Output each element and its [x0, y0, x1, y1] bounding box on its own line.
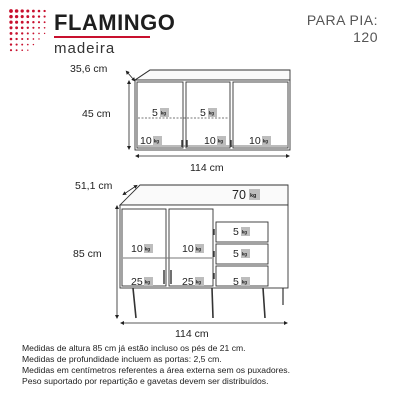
svg-text:kg: kg [262, 138, 269, 144]
svg-text:10: 10 [140, 135, 152, 147]
svg-text:kg: kg [153, 138, 160, 144]
lower-height-label: 85 cm [73, 248, 102, 260]
svg-text:10: 10 [249, 135, 261, 147]
svg-text:kg: kg [144, 246, 151, 252]
svg-text:5: 5 [152, 107, 158, 119]
svg-text:5: 5 [233, 248, 239, 260]
note-line: Medidas de profundidade incluem as portas: 2,5 cm. [22, 354, 222, 364]
svg-text:25: 25 [131, 276, 143, 288]
svg-text:kg: kg [250, 193, 257, 199]
spec-notes [22, 343, 392, 387]
svg-text:kg: kg [217, 138, 224, 144]
upper-height-label: 45 cm [82, 108, 111, 120]
svg-text:5: 5 [233, 276, 239, 288]
svg-text:kg: kg [241, 229, 248, 235]
note-line: Peso suportado por repartição e gavetas devem ser distribuídos. [22, 376, 269, 386]
svg-text:10: 10 [182, 243, 194, 255]
svg-text:kg: kg [195, 246, 202, 252]
svg-text:10: 10 [204, 135, 216, 147]
svg-text:kg: kg [241, 279, 248, 285]
svg-text:70: 70 [232, 188, 246, 202]
note-line: Medidas em centímetros referentes a área externa sem os puxadores. [22, 365, 290, 375]
note-line: Medidas de altura 85 cm já estão incluso os pés de 21 cm. [22, 343, 246, 353]
lower-width-label: 114 cm [175, 328, 209, 340]
svg-text:5: 5 [233, 226, 239, 238]
svg-text:kg: kg [195, 279, 202, 285]
brand-name: FLAMINGO [54, 10, 176, 35]
svg-text:kg: kg [144, 279, 151, 285]
svg-text:25: 25 [182, 276, 194, 288]
upper-depth-label: 35,6 cm [70, 63, 108, 75]
svg-text:kg: kg [208, 110, 215, 116]
sink-size-title: PARA PIA: [306, 12, 378, 28]
lower-depth-label: 51,1 cm [75, 180, 113, 192]
svg-text:5: 5 [200, 107, 206, 119]
svg-text:kg: kg [241, 251, 248, 257]
svg-text:10: 10 [131, 243, 143, 255]
sink-size-value: 120 [353, 29, 378, 45]
upper-width-label: 114 cm [190, 162, 224, 174]
brand-subtitle: madeira [54, 40, 116, 57]
svg-text:kg: kg [160, 110, 167, 116]
